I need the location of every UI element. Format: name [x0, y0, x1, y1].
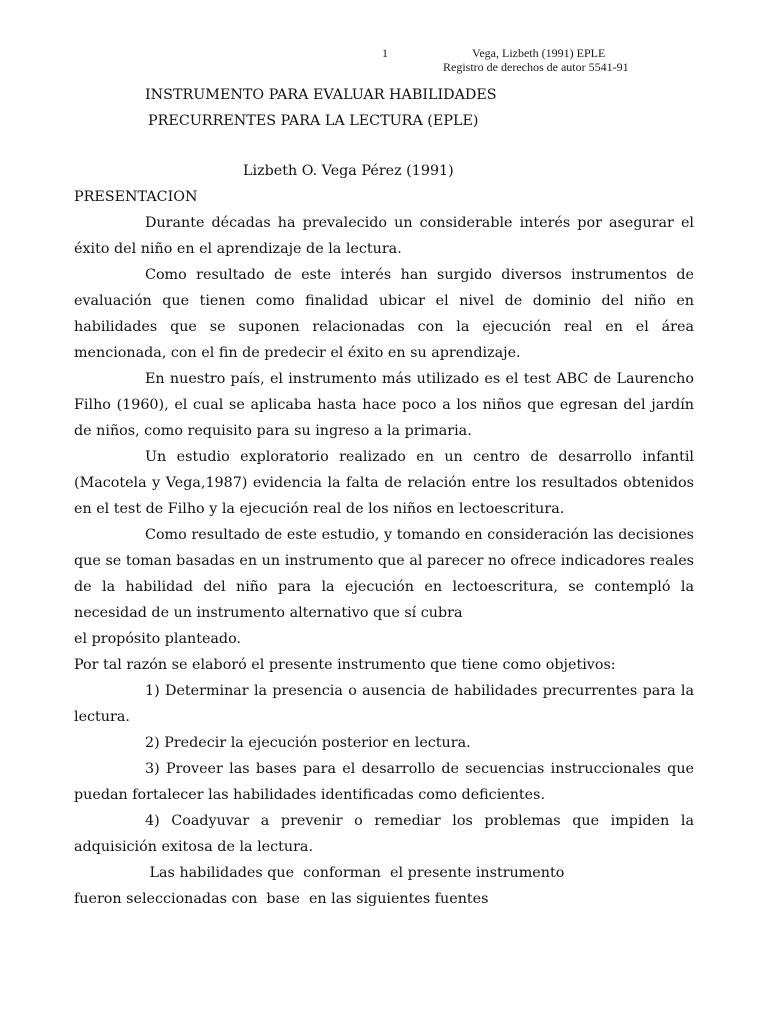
paragraph-line: fueron seleccionadas con base en las siguientes fuentes: [74, 891, 489, 907]
objective-item: 2) Predecir la ejecución posterior en lectura.: [145, 735, 471, 751]
paragraph-tail: el propósito planteado.: [74, 631, 241, 647]
paragraph: Un estudio exploratorio realizado en un centro de desarrollo infantil (Macotela y Vega,1987) evidencia la falta de relación entre los resultados obtenidos en el test de Filho y la ejecución real de los niños en lectoescritura.: [74, 449, 694, 517]
document-title-line-1: INSTRUMENTO PARA EVALUAR HABILIDADES: [145, 87, 497, 103]
paragraph: Durante décadas ha prevalecido un considerable interés por asegurar el éxito del niño en el aprendizaje de la lectura.: [74, 215, 694, 257]
objective-item: 1) Determinar la presencia o ausencia de habilidades precurrentes para la lectura.: [74, 683, 694, 725]
header-copyright: Registro de derechos de autor 5541-91: [443, 60, 629, 74]
paragraph: Por tal razón se elaboró el presente instrumento que tiene como objetivos:: [74, 657, 616, 673]
objective-item: 4) Coadyuvar a prevenir o remediar los problemas que impiden la adquisición exitosa de la lectura.: [74, 813, 694, 855]
objective-item: 3) Proveer las bases para el desarrollo de secuencias instruccionales que puedan fortalecer las habilidades identificadas como deficientes.: [74, 761, 694, 803]
paragraph-line: Las habilidades que conforman el presente instrumento: [145, 865, 565, 881]
paragraph: En nuestro país, el instrumento más utilizado es el test ABC de Laurencho Filho (1960), el cual se aplicaba hasta hace poco a los niños que egresan del jardín de niños, como requisito para su ingreso a la primaria.: [74, 371, 694, 439]
document-title-line-2: PRECURRENTES PARA LA LECTURA (EPLE): [148, 113, 479, 129]
body-text: [74, 210, 694, 912]
paragraph: Como resultado de este interés han surgido diversos instrumentos de evaluación que tienen como finalidad ubicar el nivel de dominio del niño en habilidades que se suponen relacionadas con la ejecución real en el área mencionada, con el fin de predecir el éxito en su aprendizaje.: [74, 267, 694, 361]
author-line: Lizbeth O. Vega Pérez (1991): [243, 163, 454, 179]
header-citation: Vega, Lizbeth (1991) EPLE: [472, 46, 606, 60]
paragraph: Como resultado de este estudio, y tomando en consideración las decisiones que se toman basadas en un instrumento que al parecer no ofrece indicadores reales de la habilidad del niño para la ejecución en lectoescritura, se contempló la necesidad de un instrumento alternativo que sí cubra: [74, 527, 694, 621]
page-number: 1: [382, 46, 388, 60]
section-heading: PRESENTACION: [74, 189, 198, 205]
